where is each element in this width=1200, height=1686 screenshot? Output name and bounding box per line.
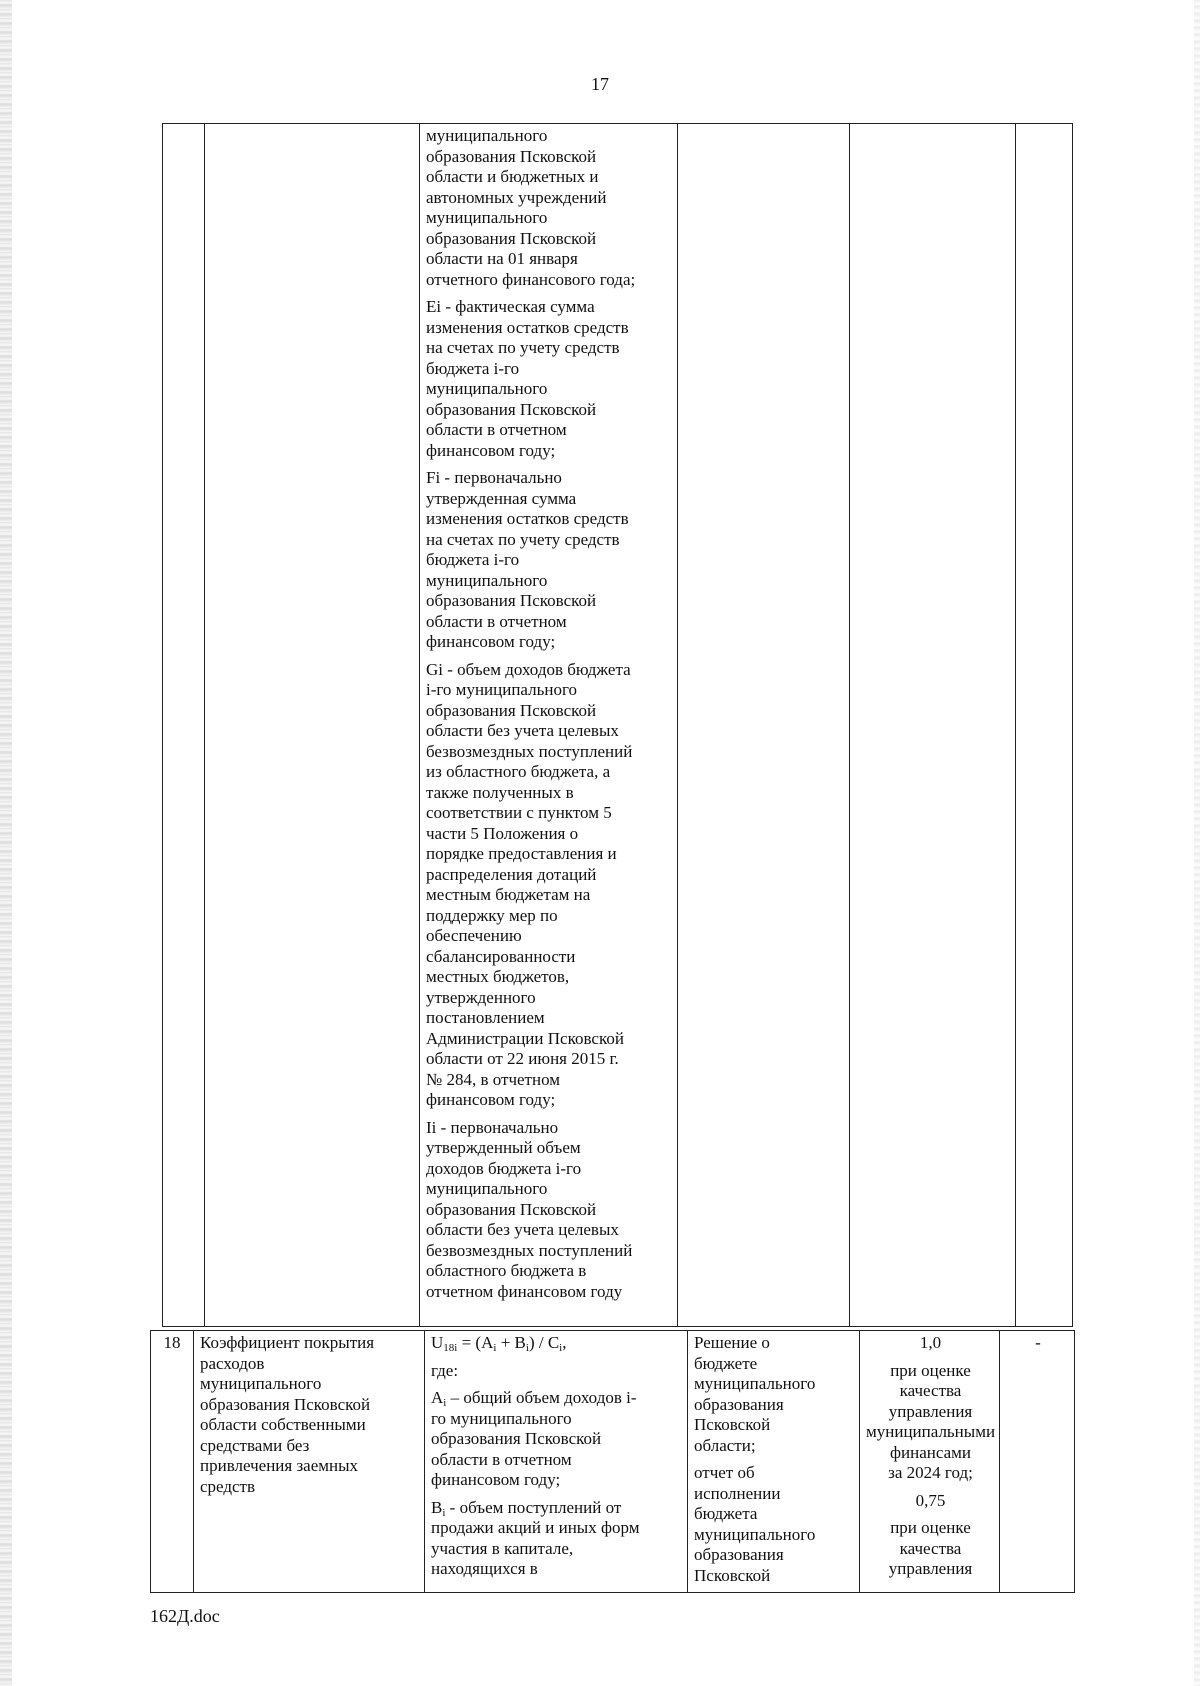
note-cell bbox=[1016, 124, 1073, 1327]
scan-edge-right bbox=[1194, 0, 1200, 1686]
description-paragraph: $B_i$ - объем поступлений от продажи акций и иных форм участия в капитале, находящихся в bbox=[431, 1497, 640, 1578]
formula-description-cell bbox=[420, 124, 678, 1327]
row-number-cell bbox=[163, 124, 205, 1327]
target-value-cell bbox=[850, 124, 1016, 1327]
source-text: Решение о бюджете муниципального образования Псковской области; bbox=[694, 1333, 816, 1455]
source-cell bbox=[678, 124, 850, 1327]
description-paragraph: муниципального образования Псковской области и бюджетных и автономных учреждений муниципального образования Псковской области на 01 января отчетного финансового года; bbox=[426, 126, 636, 289]
description-paragraph: Ei - фактическая сумма изменения остатков средств на счетах по учету средств бюджета i-го муниципального образования Псковской области в отчетном финансовом году; bbox=[426, 297, 629, 460]
criteria-table-row-18 bbox=[150, 1330, 1075, 1593]
indicator-name-cell bbox=[205, 124, 420, 1327]
table-row bbox=[163, 124, 1073, 1327]
indicator-name-text: Коэффициент покрытия расходов муниципального образования Псковской области собственными средствами без привлечения заемных средств bbox=[200, 1333, 375, 1496]
target-condition-text: при оценке качества управления bbox=[888, 1518, 973, 1578]
source-cell bbox=[688, 1331, 860, 1593]
scan-edge-left bbox=[0, 0, 12, 1686]
footer-filename: 162Д.doc bbox=[150, 1606, 220, 1626]
page-number: 17 bbox=[591, 74, 609, 94]
target-value: 1,0 bbox=[919, 1333, 942, 1352]
where-label: где: bbox=[431, 1360, 459, 1380]
formula-description-cell bbox=[425, 1331, 688, 1593]
target-value-cell bbox=[860, 1331, 1000, 1593]
table-row bbox=[151, 1331, 1075, 1593]
indicator-name-cell bbox=[194, 1331, 425, 1593]
note-cell: - bbox=[1000, 1331, 1075, 1593]
description-paragraph: Ii - первоначально утвержденный объем доходов бюджета i-го муниципального образования Псковской области без учета целевых безвозмездных поступлений областного бюджета в отчетном финансовом году bbox=[426, 1117, 633, 1301]
target-condition-text: при оценке качества управления муниципальными финансами за 2024 год; bbox=[866, 1360, 996, 1482]
description-paragraph: Fi - первоначально утвержденная сумма изменения остатков средств на счетах по учету средств бюджета i-го муниципального образования Псковской области в отчетном финансовом году; bbox=[426, 468, 629, 651]
target-value: 0,75 bbox=[915, 1490, 946, 1510]
formula-text: $U_{18i} = (A_i + B_i) / C_i$, bbox=[431, 1333, 567, 1354]
source-text: отчет об исполнении бюджета муниципального образования Псковской bbox=[694, 1463, 816, 1585]
row-number-cell: 18 bbox=[151, 1331, 194, 1593]
description-paragraph: Gi - объем доходов бюджета i-го муниципального образования Псковской области без учета целевых безвозмездных поступлений из областного бюджета, а также полученных в соответствии с пунктом 5 части 5 Положения о порядке предоставления и распределения дотаций местным бюджетам на поддержку мер по обеспечению сбалансированности местных бюджетов, утвержденного постановлением Администрации Псковской области от 22 июня 2015 г. № 284, в отчетном финансовом году; bbox=[426, 659, 633, 1109]
criteria-table-continuation bbox=[162, 123, 1073, 1327]
description-paragraph: $A_i$ – общий объем доходов i- го муниципального образования Псковской области в отчетном финансовом году; bbox=[431, 1388, 637, 1489]
